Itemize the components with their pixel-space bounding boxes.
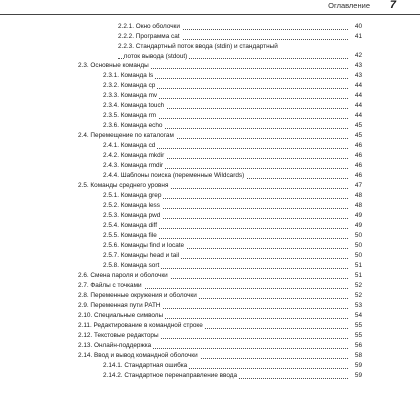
- toc-entry-label: 2.14. Ввод и вывод командной оболочки: [78, 352, 198, 359]
- toc-entry-label: 2.2.3. Стандартный поток ввода (stdin) и стандартный: [118, 43, 278, 50]
- table-of-contents: [0, 22, 420, 381]
- toc-entry[interactable]: [0, 71, 420, 81]
- running-title: Оглавление: [328, 1, 370, 10]
- toc-entry-label: 2.5.1. Команда grep: [103, 192, 162, 199]
- toc-entry-label: 2.5.2. Команда less: [103, 202, 160, 209]
- toc-entry[interactable]: [0, 151, 420, 161]
- toc-entry-label: 2.10. Специальные символы: [78, 312, 164, 319]
- toc-entry-page: 54: [354, 312, 362, 319]
- toc-entry[interactable]: [0, 231, 420, 241]
- toc-entry-page: 48: [354, 192, 362, 199]
- toc-entry[interactable]: [0, 161, 420, 171]
- page-header: [0, 0, 420, 15]
- toc-entry-label: 2.11. Редактирование в командной строке: [78, 322, 203, 329]
- toc-entry-label: 2.3. Основные команды: [78, 62, 149, 69]
- toc-entry-label: 2.5.7. Команды head и tail: [103, 252, 180, 259]
- toc-entry[interactable]: [0, 131, 420, 141]
- toc-entry[interactable]: [0, 22, 420, 32]
- toc-entry-page: 44: [354, 92, 362, 99]
- toc-entry[interactable]: [0, 371, 420, 381]
- toc-entry-label: 2.4. Перемещение по каталогам: [78, 132, 174, 139]
- toc-entry-label: 2.4.2. Команда mkdir: [103, 152, 165, 159]
- toc-entry[interactable]: [0, 321, 420, 331]
- toc-entry[interactable]: [0, 281, 420, 291]
- toc-entry-page: 52: [354, 292, 362, 299]
- toc-entry-page: 51: [354, 272, 362, 279]
- toc-entry-page: 53: [354, 302, 362, 309]
- toc-entry-page: 45: [354, 122, 362, 129]
- toc-entry-page: 46: [354, 162, 362, 169]
- toc-entry-label: 2.4.3. Команда rmdir: [103, 162, 164, 169]
- toc-entry-label: 2.2.2. Программа cat: [118, 33, 180, 40]
- toc-entry[interactable]: [0, 121, 420, 131]
- toc-entry-page: 47: [354, 182, 362, 189]
- toc-entry[interactable]: [0, 111, 420, 121]
- toc-entry-label: 2.5.3. Команда pwd: [103, 212, 161, 219]
- toc-entry-label: 2.7. Файлы с точками: [78, 282, 142, 289]
- toc-entry-label: 2.14.1. Стандартная ошибка: [103, 362, 188, 369]
- toc-entry[interactable]: [0, 141, 420, 151]
- toc-entry[interactable]: [0, 32, 420, 42]
- toc-entry-label: 2.2.1. Окно оболочки: [118, 23, 180, 30]
- toc-entry-label: 2.3.3. Команда mv: [103, 92, 158, 99]
- toc-entry-label: 2.5.8. Команда sort: [103, 262, 160, 269]
- toc-entry-page: 46: [354, 152, 362, 159]
- toc-entry[interactable]: [0, 42, 420, 61]
- toc-entry-label: 2.4.4. Шаблоны поиска (переменные Wildcards): [103, 172, 245, 179]
- toc-entry-page: 49: [354, 212, 362, 219]
- toc-entry-page: 46: [354, 172, 362, 179]
- toc-entry-label: 2.6. Смена пароля и оболочки: [78, 272, 168, 279]
- toc-entry[interactable]: [0, 361, 420, 371]
- toc-entry-page: 45: [354, 132, 362, 139]
- toc-entry[interactable]: [0, 261, 420, 271]
- page-number: 7: [389, 0, 396, 11]
- toc-entry-label: 2.3.1. Команда ls: [103, 72, 154, 79]
- toc-entry-page: 43: [354, 62, 362, 69]
- toc-entry-page: 52: [354, 282, 362, 289]
- toc-entry[interactable]: [0, 101, 420, 111]
- toc-entry[interactable]: [0, 241, 420, 251]
- toc-entry-label: 2.5.6. Команды find и locate: [103, 242, 185, 249]
- toc-entry-page: 59: [354, 372, 362, 379]
- toc-entry[interactable]: [0, 301, 420, 311]
- toc-entry-label: 2.3.6. Команда echo: [103, 122, 163, 129]
- toc-entry[interactable]: [0, 211, 420, 221]
- toc-entry-page: 46: [354, 142, 362, 149]
- toc-entry-page: 55: [354, 332, 362, 339]
- toc-entry[interactable]: [0, 341, 420, 351]
- toc-entry-page: 59: [354, 362, 362, 369]
- toc-entry-label: 2.5. Команды среднего уровня: [78, 182, 169, 189]
- toc-entry-label: 2.5.4. Команда diff: [103, 222, 157, 229]
- toc-entry[interactable]: [0, 271, 420, 281]
- toc-entry-page: 44: [354, 82, 362, 89]
- toc-entry-page: 49: [354, 222, 362, 229]
- toc-entry-page: 48: [354, 202, 362, 209]
- toc-entry-page: 50: [354, 252, 362, 259]
- toc-entry-page: 40: [354, 23, 362, 30]
- toc-entry-label: 2.9. Переменная пути PATH: [78, 302, 161, 309]
- toc-entry[interactable]: [0, 311, 420, 321]
- toc-entry-page: 50: [354, 242, 362, 249]
- toc-entry-label: 2.12. Текстовые редакторы: [78, 332, 159, 339]
- toc-entry-label: 2.8. Переменные окружения и оболочки: [78, 292, 197, 299]
- toc-entry-page: 42: [354, 52, 362, 59]
- toc-entry-page: 44: [354, 112, 362, 119]
- toc-entry-label: 2.5.5. Команда file: [103, 232, 157, 239]
- toc-entry[interactable]: [0, 191, 420, 201]
- toc-entry[interactable]: [0, 291, 420, 301]
- toc-entry[interactable]: [0, 251, 420, 261]
- toc-entry-label: 2.4.1. Команда cd: [103, 142, 156, 149]
- toc-entry[interactable]: [0, 81, 420, 91]
- toc-entry-page: 50: [354, 232, 362, 239]
- toc-entry[interactable]: [0, 331, 420, 341]
- toc-entry-label-continued: поток вывода (stdout): [124, 53, 188, 60]
- toc-entry-page: 51: [354, 262, 362, 269]
- toc-entry[interactable]: [0, 201, 420, 211]
- toc-entry-label: 2.3.5. Команда rm: [103, 112, 157, 119]
- toc-entry-label: 2.3.2. Команда cp: [103, 82, 156, 89]
- toc-entry-page: 58: [354, 352, 362, 359]
- toc-entry[interactable]: [0, 61, 420, 71]
- toc-entry[interactable]: [0, 91, 420, 101]
- toc-entry[interactable]: [0, 171, 420, 181]
- toc-entry-page: 55: [354, 322, 362, 329]
- toc-entry-label: 2.3.4. Команда touch: [103, 102, 165, 109]
- toc-entry-page: 44: [354, 102, 362, 109]
- toc-entry-label: 2.13. Онлайн-поддержка: [78, 342, 152, 349]
- toc-entry-page: 43: [354, 72, 362, 79]
- toc-entry[interactable]: [0, 181, 420, 191]
- toc-entry[interactable]: [0, 221, 420, 231]
- toc-entry-page: 56: [354, 342, 362, 349]
- toc-entry-page: 41: [354, 33, 362, 40]
- toc-entry-label: 2.14.2. Стандартное перенаправление ввода: [103, 372, 238, 379]
- toc-entry[interactable]: [0, 351, 420, 361]
